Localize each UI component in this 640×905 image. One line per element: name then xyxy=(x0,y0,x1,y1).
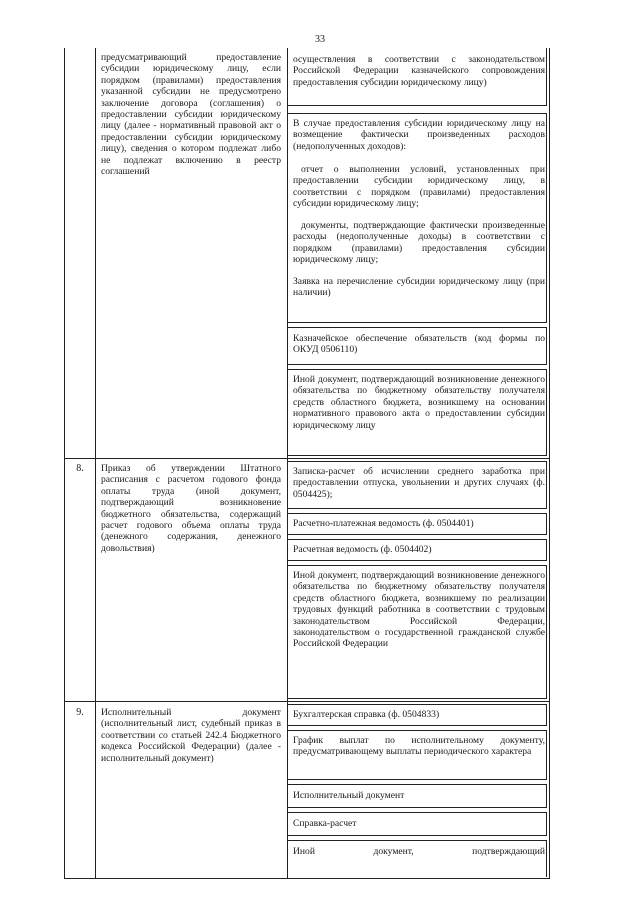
row-8-number: 8. xyxy=(76,463,84,474)
row-cont-right-3: отчет о выполнении условий, установленных при предоставлении субсидии юридическому лицу, в соответствии с порядком (правилами) предоставления субсидии юридическому лицу; xyxy=(293,164,545,210)
page-number: 33 xyxy=(315,34,325,45)
row-separator-9 xyxy=(65,701,549,702)
row-cont-right-7: Иной документ, подтверждающий возникновение денежного обязательства по бюджетному обязательству получателя средств областного бюджета, возникшему на основании нормативного правового акта о предоставлении субсидии юридическому лицу xyxy=(293,374,545,431)
row-9-left-text: Исполнительный документ (исполнительный лист, судебный приказ в соответствии со статьей 242.4 Бюджетного кодекса Российской Федерации) (далее - исполнительный документ) xyxy=(101,707,281,764)
row-cont-right-5: Заявка на перечисление субсидии юридическому лицу (при наличии) xyxy=(293,276,545,299)
row-8-right-3: Расчетная ведомость (ф. 0504402) xyxy=(293,544,432,555)
row-8-right-4: Иной документ, подтверждающий возникновение денежного обязательства по бюджетному обязательству получателя средств областного бюджета, возникшему по реализации трудовых функций работника в соответствии с трудовым законодательством Российской Федерации, законодательством о государственной гражданской службе Российской Федерации xyxy=(293,570,545,650)
row-9-right-2: График выплат по исполнительному документу, предусматривающему выплаты периодического характера xyxy=(293,735,545,758)
row-9-right-1: Бухгалтерская справка (ф. 0504833) xyxy=(293,709,440,720)
row-9-right-5: Иной документ, подтверждающий xyxy=(293,846,545,857)
row-9-right-3: Исполнительный документ xyxy=(293,790,405,801)
row-separator-8 xyxy=(65,458,549,459)
row-cont-right-4: документы, подтверждающие фактически произведенные расходы (недополученные доходы) в соответствии с порядком (правилами) предоставления субсидии юридическому лицу; xyxy=(293,220,545,266)
row-8-left-text: Приказ об утверждении Штатного расписания с расчетом годового фонда оплаты труда (иной документ, подтверждающий возникновение бюджетного обязательства, содержащий расчет годового объема оплаты труда (денежного содержания, денежного довольствия) xyxy=(101,463,281,554)
row-8-right-1: Записка-расчет об исчислении среднего заработка при предоставлении отпуска, увольнении и других случаях (ф. 0504425); xyxy=(293,466,545,500)
row-9-number: 9. xyxy=(76,707,84,718)
column-divider-number xyxy=(95,48,96,878)
row-cont-right-6: Казначейское обеспечение обязательств (код формы по ОКУД 0506110) xyxy=(293,333,545,356)
row-8-right-2: Расчетно-платежная ведомость (ф. 0504401) xyxy=(293,518,474,529)
row-cont-left-text: предусматривающий предоставление субсидии юридическому лицу, если порядком (правилами) предоставления указанной субсидии не предусмотрено заключение договора (соглашения) о предоставлении субсидии юридическому лицу (далее - нормативный правовой акт о предоставлении субсидии юридическому лицу), сведения о котором подлежат либо не подлежат включению в реестр соглашений xyxy=(101,52,281,178)
row-9-right-4: Справка-расчет xyxy=(293,818,357,829)
document-table xyxy=(64,48,550,879)
row-cont-right-1: осуществления в соответствии с законодательством Российской Федерации казначейского сопровождения предоставления субсидии юридическому лицу) xyxy=(293,54,545,88)
row-cont-right-2: В случае предоставления субсидии юридическому лицу на возмещение фактически произведенных расходов (недополученных доходов): xyxy=(293,118,545,152)
